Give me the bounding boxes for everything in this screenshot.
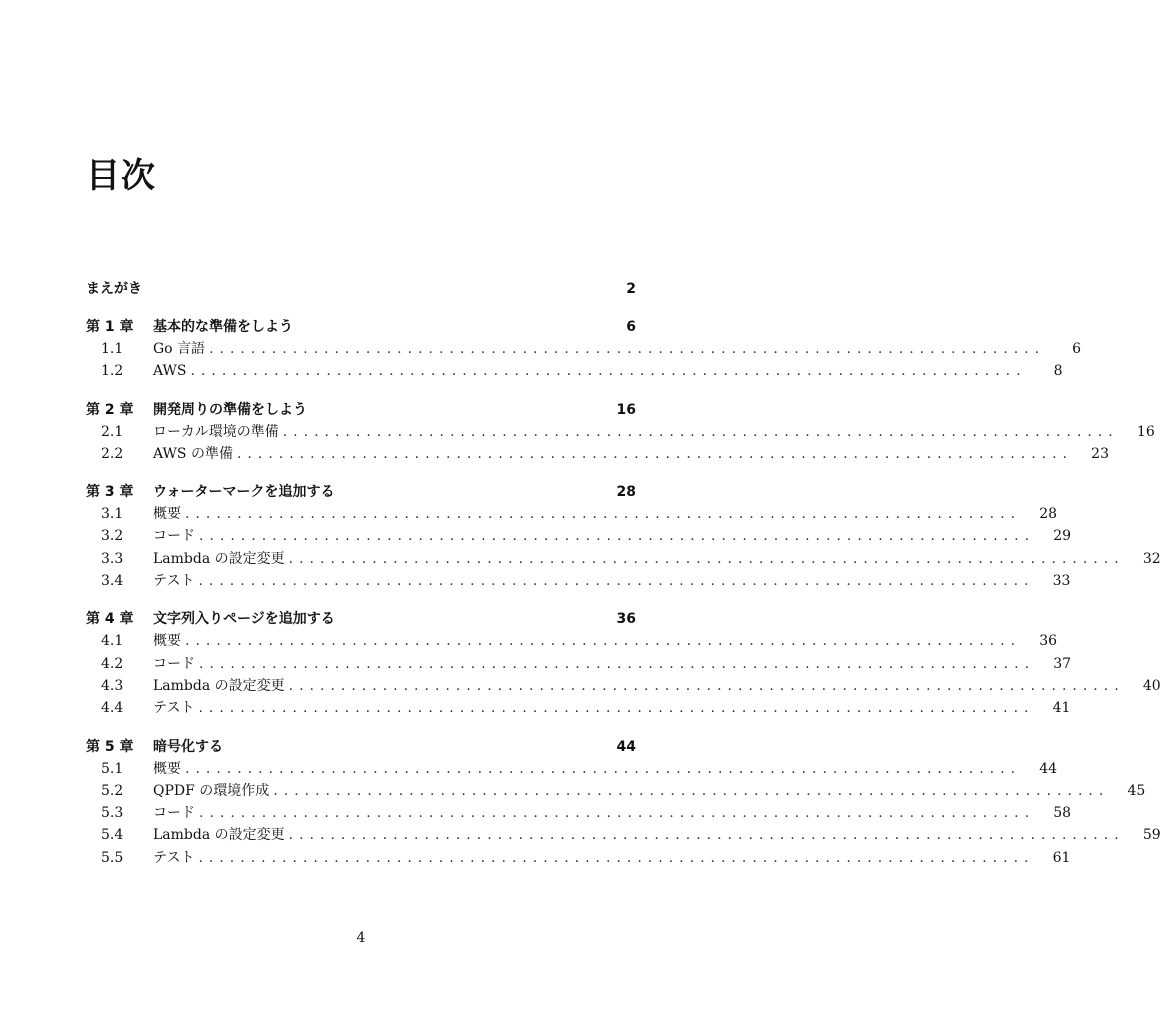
toc-section-entry[interactable] (86, 802, 1072, 824)
section-title: Go 言語 (153, 341, 206, 357)
dot-leader: ................................................................................ (185, 760, 1022, 777)
section-page: 41 (1052, 700, 1071, 717)
dot-leader: ................................................................................ (288, 550, 1125, 567)
toc-chapter (86, 736, 1161, 869)
dot-leader: ................................................................................ (236, 445, 1073, 462)
toc-section-entry[interactable] (86, 675, 1161, 697)
dot-leader: ................................................................................ (288, 677, 1125, 694)
dot-leader: ................................................................................ (199, 528, 1036, 545)
toc-chapter-entry[interactable] (86, 481, 636, 503)
chapter-page: 6 (626, 319, 636, 335)
toc-section-entry[interactable] (86, 653, 1072, 675)
toc-section-entry[interactable] (86, 758, 1058, 780)
toc-chapter (86, 316, 1082, 383)
section-title: ローカル環境の準備 (153, 423, 279, 440)
dot-leader: ................................................................................ (198, 849, 1035, 866)
dot-leader: ................................................................................ (209, 341, 1046, 357)
section-page: 58 (1053, 805, 1072, 822)
chapter-page: 16 (616, 401, 636, 418)
toc-section-entry[interactable] (86, 630, 1058, 652)
toc-section-entry[interactable] (86, 570, 1071, 592)
toc-chapter-entry[interactable] (86, 608, 636, 630)
section-number: 5.1 (101, 760, 124, 777)
section-page: 16 (1136, 423, 1155, 440)
section-title: テスト (153, 573, 195, 590)
section-page: 44 (1039, 760, 1058, 777)
toc-section-entry[interactable] (86, 338, 1082, 360)
chapter-label: 第 1 章 (86, 319, 134, 335)
section-number: 3.3 (101, 550, 124, 567)
section-title: Lambda の設定変更 (153, 677, 285, 694)
section-number: 1.2 (101, 363, 124, 380)
toc-preface-entry[interactable] (86, 278, 636, 300)
section-title: Lambda の設定変更 (153, 550, 285, 567)
chapter-title: ウォーターマークを追加する (153, 484, 335, 501)
section-title: Lambda の設定変更 (153, 827, 285, 844)
preface-title: まえがき (86, 281, 142, 297)
preface-page: 2 (626, 281, 636, 297)
section-number: 1.1 (101, 341, 124, 357)
section-title: AWS の準備 (153, 445, 233, 462)
section-page: 23 (1091, 445, 1109, 462)
section-number: 5.3 (101, 805, 124, 822)
dot-leader: ................................................................................ (190, 363, 1027, 380)
toc-section-entry[interactable] (86, 548, 1161, 570)
section-number: 4.2 (101, 655, 124, 672)
chapter-label: 第 4 章 (86, 611, 134, 628)
chapter-label: 第 2 章 (86, 401, 134, 418)
toc-section-entry[interactable] (86, 443, 1109, 465)
toc-section-entry[interactable] (86, 824, 1161, 846)
section-title: テスト (153, 700, 195, 717)
toc-chapter (86, 399, 1155, 466)
section-page: 45 (1127, 782, 1146, 799)
dot-leader: ................................................................................ (273, 782, 1110, 799)
section-number: 5.4 (101, 827, 124, 844)
section-title: 概要 (153, 760, 181, 777)
section-page: 28 (1039, 506, 1058, 523)
toc-chapter-entry[interactable] (86, 736, 636, 758)
chapter-list (86, 316, 1161, 869)
section-page: 40 (1142, 677, 1161, 694)
dot-leader: ................................................................................ (185, 633, 1022, 650)
section-page: 29 (1053, 528, 1072, 545)
dot-leader: ................................................................................ (199, 655, 1036, 672)
section-number: 2.1 (101, 423, 124, 440)
section-number: 4.1 (101, 633, 124, 650)
toc-section-entry[interactable] (86, 697, 1071, 719)
section-number: 3.4 (101, 573, 124, 590)
page-title: 目次 (86, 156, 156, 196)
table-of-contents (86, 278, 1161, 885)
section-page: 8 (1053, 363, 1063, 380)
section-title: AWS (153, 363, 187, 380)
dot-leader: ................................................................................ (198, 700, 1035, 717)
toc-section-entry[interactable] (86, 421, 1155, 443)
section-page: 61 (1052, 849, 1071, 866)
chapter-page: 44 (616, 738, 636, 755)
chapter-title: 暗号化する (153, 738, 223, 755)
section-number: 5.2 (101, 782, 124, 799)
dot-leader: ................................................................................ (185, 506, 1022, 523)
chapter-label: 第 3 章 (86, 484, 134, 501)
toc-section-entry[interactable] (86, 360, 1063, 382)
section-title: コード (153, 805, 195, 822)
section-title: コード (153, 528, 195, 545)
dot-leader: ................................................................................ (199, 805, 1036, 822)
page-number: 4 (356, 930, 366, 946)
section-number: 3.1 (101, 506, 124, 523)
section-page: 36 (1039, 633, 1058, 650)
chapter-title: 文字列入りページを追加する (153, 611, 335, 628)
section-title: コード (153, 655, 195, 672)
dot-leader: ................................................................................ (198, 573, 1035, 590)
section-number: 5.5 (101, 849, 124, 866)
section-title: 概要 (153, 633, 181, 650)
toc-section-entry[interactable] (86, 847, 1071, 869)
toc-section-entry[interactable] (86, 780, 1146, 802)
toc-section-entry[interactable] (86, 525, 1072, 547)
toc-chapter-entry[interactable] (86, 399, 636, 421)
section-number: 4.3 (101, 677, 124, 694)
section-page: 33 (1052, 573, 1071, 590)
section-number: 2.2 (101, 445, 124, 462)
dot-leader: ................................................................................ (288, 827, 1125, 844)
chapter-title: 開発周りの準備をしよう (153, 401, 307, 418)
section-title: 概要 (153, 506, 181, 523)
section-title: テスト (153, 849, 195, 866)
section-number: 3.2 (101, 528, 124, 545)
chapter-label: 第 5 章 (86, 738, 134, 755)
toc-chapter (86, 608, 1161, 719)
section-page: 32 (1142, 550, 1161, 567)
toc-chapter (86, 481, 1161, 592)
section-page: 37 (1053, 655, 1072, 672)
toc-chapter-entry[interactable] (86, 316, 636, 338)
section-number: 4.4 (101, 700, 124, 717)
toc-section-entry[interactable] (86, 503, 1058, 525)
chapter-title: 基本的な準備をしよう (153, 319, 293, 335)
section-page: 59 (1142, 827, 1161, 844)
section-page: 6 (1072, 341, 1082, 357)
chapter-page: 36 (616, 611, 636, 628)
chapter-page: 28 (616, 484, 636, 501)
dot-leader: ................................................................................ (282, 423, 1119, 440)
section-title: QPDF の環境作成 (153, 782, 270, 799)
